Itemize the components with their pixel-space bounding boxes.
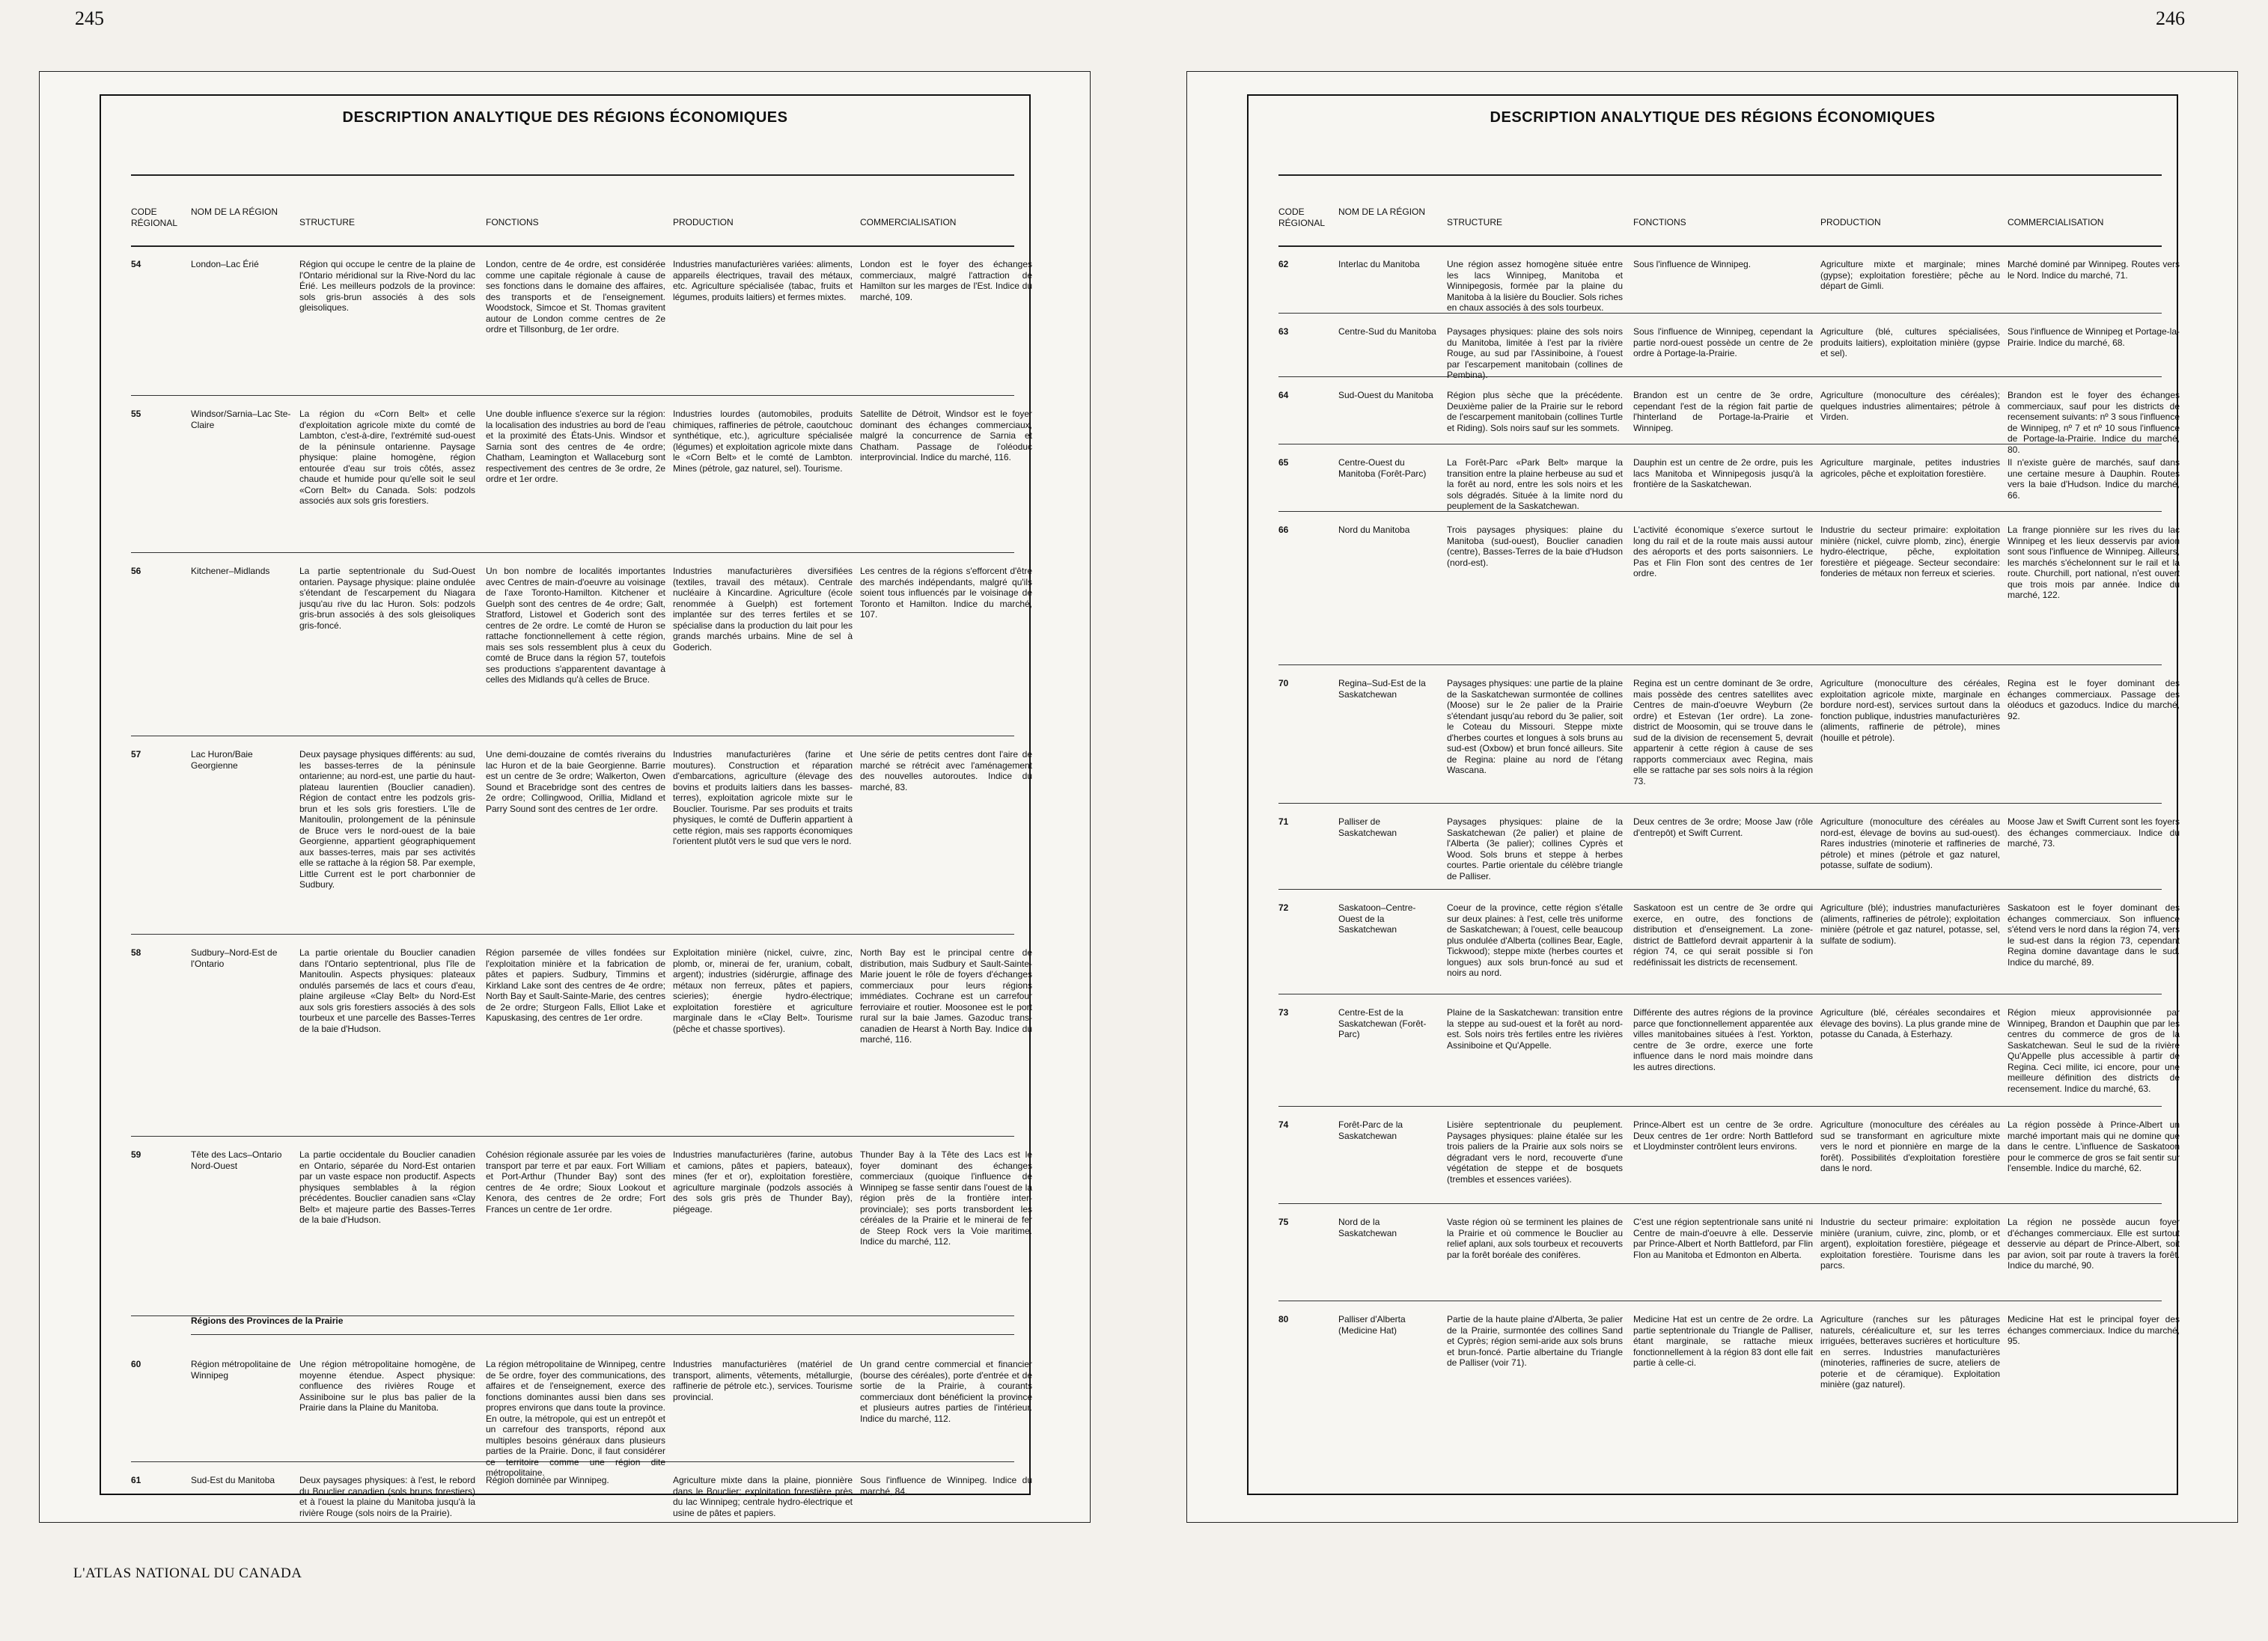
row-commercialisation: Il n'existe guère de marchés, sauf dans une certaine mesure à Dauphin. Routes vers la baie d'Hudson. Indice du marché, 66. [2008,457,2180,501]
row-commercialisation: London est le foyer des échanges commerciaux, malgré l'attraction de Hamilton sur les marges de l'Est. Indice du marché, 109. [860,259,1032,302]
row-fonctions: Région dominée par Winnipeg. [486,1475,609,1485]
page-title: DESCRIPTION ANALYTIQUE DES RÉGIONS ÉCONOMIQUES [342,109,788,126]
row-commercialisation: Satellite de Détroit, Windsor est le foyer dominant des échanges commerciaux, malgré la concurrence de Sarnia et Chatham. Passage de l'oléoduc interprovincial. Indice du marché, 116. [860,409,1032,462]
row-production: Agriculture marginale, petites industries agricoles, pêche et exploitation forestière. [1820,457,2000,479]
row-commercialisation: Sous l'influence de Winnipeg. Indice du marché, 84. [860,1475,1032,1497]
row-production: Industries manufacturières (farine et moutures). Construction et réparation d'embarcations, agriculture (élevage des bovins et produits laitiers dans les basses-terres), exploitation agricole mixte sur le Bouclier. Tourisme. Par ses produits et traits physiques, le comté de Dufferin appartient à cette région, mais ses rapports économiques l'orientent plutôt vers le sud que vers le nord. [673,749,853,846]
row-code: 75 [1278,1217,1289,1227]
row-structure: Trois paysages physiques: plaine du Manitoba (sud-ouest), Bouclier canadien (centre), Basses-Terres de la baie d'Hudson (nord-est). [1447,525,1623,568]
row-structure: La partie orientale du Bouclier canadien dans l'Ontario septentrional, plus l'île de Manitoulin. Aspects physiques: plateaux ondulés parsemés de lacs et cours d'eau, plaine argileuse «Clay Belt» du Nord-Est aux sols gris forestiers associés à des sols tourbeux et une parcelle des Basses-Terres de la baie d'Hudson. [299,947,475,1034]
row-fonctions: Différente des autres régions de la province parce que fonctionnellement apparentée aux villes manitobaines situées à l'est. Yorkton, centre de 3e ordre, exerce une forte influence dans le nord mais moindre dans les autres directions. [1633,1007,1813,1072]
row-name: Interlac du Manitoba [1338,259,1420,269]
row-code: 71 [1278,816,1289,827]
table-row [1278,511,2180,665]
row-structure: Paysages physiques: plaine de la Saskatchewan (2e palier) et plaine de l'Alberta (3e palier); collines Cyprès et Wood. Sols bruns et steppe à herbes courtes. Partie orientale du célèbre triangle de Palliser. [1447,816,1623,881]
table-row [1278,376,2180,455]
row-code: 54 [131,259,141,269]
row-production: Industries manufacturières (matériel de transport, aliments, vêtements, métallurgie, raffinerie de pétrole etc.), services. Tourisme provincial. [673,1359,853,1402]
row-commercialisation: La frange pionnière sur les rives du lac Winnipeg et les lieux desservis par avion sont sous l'influence de Winnipeg. Ailleurs, les marchés s'échelonnent sur le rail et la route. Churchill, port national, n'est ouvert que trois mois par année. Indice du marché, 122. [2008,525,2180,600]
row-structure: Région plus sèche que la précédente. Deuxième palier de la Prairie sur le rebord de l'escarpement manitobain (collines Turtle et Riding). Sols noirs sauf sur les sommets. [1447,390,1623,433]
row-production: Industrie du secteur primaire: exploitation minière (uranium, cuivre, zinc, plomb, or et argent), exploitation forestière, piégeage et exploitation forestière. Tourisme dans les parcs. [1820,1217,2000,1271]
row-production: Agriculture (blé, cultures spécialisées, produits laitiers), exploitation minière (gypse et sel). [1820,326,2000,358]
row-name: Tête des Lacs–Ontario Nord-Ouest [191,1149,282,1171]
row-production: Agriculture (monoculture des céréales); quelques industries alimentaires; pétrole à Virden. [1820,390,2000,422]
row-commercialisation: Un grand centre commercial et financier (bourse des céréales), porte d'entrée et de sortie de la Prairie, à courants commerciaux dont bénéficient la province et plusieurs autres parties de l'intérieur. Indice du marché, 112. [860,1359,1032,1424]
table-row [131,1136,1032,1316]
row-commercialisation: Région mieux approvisionnée par Winnipeg, Brandon et Dauphin que par les centres du commerce de gros de la Saskatchewan. Seul le sud de la rivière Qu'Appelle plus accessible à partir de Regina. Ceci milite, ici encore, pour une meilleure définition des districts de recensement. Indice du marché, 63. [2008,1007,2180,1094]
row-structure: Lisière septentrionale du peuplement. Paysages physiques: plaine étalée sur les trois paliers de la Prairie aux sols noirs se dégradant vers le nord, recouverte d'une végétation de steppe et de bosquets (trembles et essences variées). [1447,1119,1623,1185]
row-fonctions: C'est une région septentrionale sans unité ni Centre de main-d'oeuvre à elle. Desservie par Prince-Albert et North Battleford, par Flin Flon au Manitoba et Edmonton en Alberta. [1633,1217,1813,1260]
row-structure: Partie de la haute plaine d'Alberta, 3e palier de la Prairie, surmontée des collines Sand et Cyprès; région semi-aride aux sols bruns et brun-foncé. Partie albertaine du Triangle de Palliser (voir 71). [1447,1314,1623,1368]
row-commercialisation: North Bay est le principal centre de distribution, mais Sudbury et Sault-Sainte-Marie jouent le rôle de foyers d'échanges commerciaux pour leurs régions immédiates. Cochrane est un carrefour ferroviaire et routier. Moosonee est le port rural sur la baie James. Gazoduc trans-canadien de Hearst à North Bay. Indice du marché, 116. [860,947,1032,1045]
header-commercialisation: COMMERCIALISATION [860,217,957,227]
row-structure: La région du «Corn Belt» et celle d'exploitation agricole mixte du comté de Lambton, c'est-à-dire, l'extrémité sud-ouest de la péninsule ontarienne. Paysage physique: plaine homogène, région entourée d'eau sur trois côtés, assez chaude et humide pour qu'elle soit le seul «Corn Belt» du Canada. Sols: podzols associés aux sols gris forestiers. [299,409,475,506]
page-number-right: 246 [2156,7,2185,29]
row-structure: Plaine de la Saskatchewan: transition entre la steppe au sud-ouest et la forêt au nord-est. Sols noirs très fertiles entre les rivières Assiniboine et Qu'Appelle. [1447,1007,1623,1051]
row-structure: Paysages physiques: plaine des sols noirs du Manitoba, limitée à l'est par la rivière Rouge, au sud par l'Assiniboine, à l'ouest par l'escarpement manitobain (collines de Pembina). [1447,326,1623,380]
header-commercialisation: COMMERCIALISATION [2008,217,2104,227]
header-code: CODE RÉGIONAL [131,207,178,228]
row-name: Région métropolitaine de Winnipeg [191,1359,291,1381]
row-code: 70 [1278,678,1289,688]
header-fonctions: FONCTIONS [1633,217,1686,227]
row-production: Agriculture (monoculture des céréales, exploitation agricole mixte, marginale en bordure nord-est), services surtout dans la fonction publique, industries manufacturières (aliments, raffinerie de pétrole), mines (houille et pétrole). [1820,678,2000,743]
row-commercialisation: Saskatoon est le foyer dominant des échanges commerciaux. Son influence s'étend vers le nord dans la région 74, vers le sud-est dans la région 73, cependant Regina domine davantage dans le sud. Indice du marché, 89. [2008,902,2180,968]
row-structure: Deux paysages physiques: à l'est, le rebord du Bouclier canadien (sols bruns forestiers) et à l'ouest la plaine du Manitoba jusqu'à la rivière Rouge (sols noirs de la Prairie). [299,1475,475,1518]
left-table [131,245,1032,1518]
row-structure: La Forêt-Parc «Park Belt» marque la transition entre la plaine herbeuse au sud et la forêt au nord, entre les sols noirs et les sols dégradés. Située à la limite nord du peuplement de la Saskatchewan. [1447,457,1623,511]
row-structure: Deux paysage physiques différents: au sud, les basses-terres de la péninsule ontarienne; au nord-est, une partie du haut-plateau laurentien (Bouclier canadien). Région de contact entre les podzols gris-brun et les sols gris forestiers. L'île de Manitoulin, prolongement de la péninsule de Bruce vers le nord-ouest de la baie Georgienne, appartient géographiquement aux basses-terres, mais par ses activités elle se rattache à la région 58. Par exemple, Little Current est le port charbonnier de Sudbury. [299,749,475,890]
table-row [131,395,1032,553]
row-fonctions: Sous l'influence de Winnipeg, cependant la partie nord-ouest possède un centre de 2e ordre à Portage-la-Prairie. [1633,326,1813,358]
row-code: 65 [1278,457,1289,468]
row-name: Palliser d'Alberta (Medicine Hat) [1338,1314,1406,1336]
row-commercialisation: Moose Jaw et Swift Current sont les foyers des échanges commerciaux. Indice du marché, 73. [2008,816,2180,849]
row-structure: Vaste région où se terminent les plaines de la Prairie et où commence le Bouclier au relief aplani, aux sols tourbeux et recouverts par la forêt boréale des conifères. [1447,1217,1623,1260]
row-commercialisation: Une série de petits centres dont l'aire de marché se rétrécit avec l'aménagement des nouvelles autoroutes. Indice du marché, 83. [860,749,1032,792]
header-structure: STRUCTURE [299,217,355,227]
row-commercialisation: Marché dominé par Winnipeg. Routes vers le Nord. Indice du marché, 71. [2008,259,2180,281]
row-name: Nord du Manitoba [1338,525,1410,535]
row-production: Industrie du secteur primaire: exploitation minière (nickel, cuivre plomb, zinc), énergie hydro-électrique, pêche, exploitation forestière et piégeage. Secteur secondaire: fonderies de métaux non ferreux et scieries. [1820,525,2000,578]
table-row [1278,1301,2180,1390]
row-code: 64 [1278,390,1289,400]
row-name: Palliser de Saskatchewan [1338,816,1397,838]
row-fonctions: Région parsemée de villes fondées sur l'exploitation minière et la fabrication de pâtes et papiers. Sudbury, Timmins et Kirkland Lake sont des centres de 4e ordre; North Bay et Sault-Sainte-Marie, des centres de 2e ordre; Sturgeon Falls, Elliot Lake et Kapuskasing, des centres de 1er ordre. [486,947,665,1023]
row-structure: La partie septentrionale du Sud-Ouest ontarien. Paysage physique: plaine ondulée s'étendant de l'escarpement du Niagara jusqu'au rive du lac Huron. Sols: podzols gris-brun associés à des sols gleisoliques gris-foncé. [299,566,475,631]
table-row [1278,444,2180,512]
header-name: NOM DE LA RÉGION [1338,207,1426,217]
footer: L'ATLAS NATIONAL DU CANADA [73,1565,302,1581]
row-fonctions: Regina est un centre dominant de 3e ordre, mais possède des centres satellites avec Centres de main-d'oeuvre Weyburn (2e ordre) et Estevan (1er ordre). La zone-district de Moosomin, qui se trouve dans le sud de la division de recensement 5, devrait appartenir à cette région à cause de ses rapports commerciaux avec Regina, mais elle se rattache par ses sols noirs à la région 73. [1633,678,1813,786]
row-production: Industries manufacturières variées: aliments, appareils électriques, travail des métaux, etc. Agriculture spécialisée (tabac, fruits et légumes, produits laitiers) et fermes mixtes. [673,259,853,302]
page-number-left: 245 [75,7,104,29]
right-table [1278,245,2180,1494]
row-code: 57 [131,749,141,760]
row-commercialisation: La région possède à Prince-Albert un marché important mais qui ne domine que dans le centre. L'influence de Saskatoon pour le commerce de gros se fait sentir sur l'ensemble. Indice du marché, 62. [2008,1119,2180,1173]
row-production: Exploitation minière (nickel, cuivre, zinc, plomb, or, minerai de fer, uranium, cobalt, argent); industries (sidérurgie, affinage des métaux non ferreux, pâtes et papiers, scieries); énergie hydro-électrique; exploitation forestière et agriculture marginale dans le «Clay Belt». Tourisme (pêche et chasse sportives). [673,947,853,1034]
row-fonctions: London, centre de 4e ordre, est considérée comme une capitale régionale à cause de ses fonctions dans le domaine des affaires, des transports et de l'enseignement. Woodstock, Simcoe et St. Thomas gravitent autour de London comme centres de 2e ordre et Tillsonburg, de 1er ordre. [486,259,665,334]
row-name: Nord de la Saskatchewan [1338,1217,1397,1238]
row-name: London–Lac Érié [191,259,259,269]
right-page [1186,71,2238,1523]
row-code: 58 [131,947,141,958]
row-fonctions: Sous l'influence de Winnipeg. [1633,259,1752,269]
page-title: DESCRIPTION ANALYTIQUE DES RÉGIONS ÉCONOMIQUES [1490,109,1936,126]
row-name: Lac Huron/Baie Georgienne [191,749,253,771]
row-structure: Coeur de la province, cette région s'étalle sur deux plaines: à l'est, celle très uniforme de Saskatchewan; à l'ouest, celle beaucoup plus ondulée d'Alberta (collines Bear, Eagle, Tickwood); steppe mixte (herbes courtes et longues) aux sols brun-foncé au sud et noirs au nord. [1447,902,1623,978]
left-frame [100,94,1032,1518]
table-row [131,552,1032,736]
row-production: Agriculture (blé); industries manufacturières (aliments, raffineries de pétrole); exploitation minière (pétrole et gaz naturel, potasse, sel, sulfate de sodium). [1820,902,2000,946]
row-name: Kitchener–Midlands [191,566,270,576]
row-code: 80 [1278,1314,1289,1324]
row-production: Agriculture (monoculture des céréales au nord-est, élevage de bovins au sud-ouest). Rares industries (minoterie et raffineries de pétrole) et mines (pétrole et gaz naturel, potasse, sulfate de sodium). [1820,816,2000,870]
row-fonctions: Prince-Albert est un centre de 3e ordre. Deux centres de 1er ordre: North Battleford et Lloydminster contrôlent leurs environs. [1633,1119,1813,1152]
header-fonctions: FONCTIONS [486,217,539,227]
row-production: Agriculture (blé, céréales secondaires et élevage des bovins). La plus grande mine de potasse du Canada, à Esterhazy. [1820,1007,2000,1039]
row-name: Sud-Ouest du Manitoba [1338,390,1433,400]
table-row [1278,245,2180,314]
row-commercialisation: La région ne possède aucun foyer d'échanges commerciaux. Elle est surtout desservie au départ de Prince-Albert, soit par avion, soit par route à travers la forêt. Indice du marché, 90. [2008,1217,2180,1271]
column-headers [1278,207,2162,236]
table-row [131,736,1032,935]
row-fonctions: Deux centres de 3e ordre; Moose Jaw (rôle d'entrepôt) et Swift Current. [1633,816,1813,838]
row-name: Saskatoon–Centre-Ouest de la Saskatchewan [1338,902,1416,935]
right-frame [1247,94,2178,1495]
header-name: NOM DE LA RÉGION [191,207,278,217]
row-name: Centre-Est de la Saskatchewan (Forêt-Parc) [1338,1007,1427,1039]
table-row [1278,803,2180,890]
row-commercialisation: Thunder Bay à la Tête des Lacs est le foyer dominant des échanges commerciaux (quoique l'influence de Winnipeg se fasse sentir dans l'ouest de la région près de la frontière inter-provinciale); ses ports transbordent les céréales de la Prairie et le minerai de fer de Steep Rock vers la Voie maritime. Indice du marché, 112. [860,1149,1032,1247]
row-structure: Une région assez homogène située entre les lacs Winnipeg, Manitoba et Winnipegosis, formée par la plaine du Manitoba à la lisière du Bouclier. Sols riches en chaux associés à des sols tourbeux. [1447,259,1623,313]
row-fonctions: Brandon est un centre de 3e ordre, cependant l'est de la région fait partie de l'hinterland de Portage-la-Prairie et Winnipeg. [1633,390,1813,433]
row-production: Industries manufacturières (farine, autobus et camions, pâtes et papiers, bateaux), mines (fer et or), exploitation forestière, agriculture marginale (podzols associés à des sols gris près de Thunder Bay), piégeage. [673,1149,853,1214]
row-structure: Région qui occupe le centre de la plaine de l'Ontario méridional sur la Rive-Nord du lac Érié. Les meilleurs podzols de la province: sols gris-brun associés à des sols gleisoliques. [299,259,475,313]
row-name: Regina–Sud-Est de la Saskatchewan [1338,678,1426,700]
row-fonctions: Saskatoon est un centre de 3e ordre qui exerce, en outre, des fonctions de distribution et d'enseignement. La zone-district de Battleford devrait appartenir à la région 74, ce qui serait possible si l'on redéfinissait les districts de recensement. [1633,902,1813,968]
row-production: Industries manufacturières diversifiées (textiles, travail des métaux). Centrale nucléaire à Kincardine. Agriculture (école renommée à Guelph) est fortement implantée sur des terres fertiles et se spécialise dans la production du lait pour les grands marchés urbains. Mine de sel à Goderich. [673,566,853,653]
row-structure: La partie occidentale du Bouclier canadien en Ontario, séparée du Nord-Est ontarien par un vaste espace non productif. Aspects physiques semblables à la région précédentes. Bouclier canadien sans «Clay Belt» et majeure partie des Basses-Terres de la baie d'Hudson. [299,1149,475,1225]
row-production: Agriculture (ranches sur les pâturages naturels, céréaliculture et, sur les terres irriguées, betteraves sucrières et horticulture en serres. Industries manufacturières (minoteries, raffineries de sucre, ateliers de poterie et de céramique). Exploitation minière (gaz naturel). [1820,1314,2000,1390]
row-name: Centre-Sud du Manitoba [1338,326,1436,337]
header-code: CODE RÉGIONAL [1278,207,1326,228]
table-row [131,245,1032,396]
row-code: 62 [1278,259,1289,269]
header-production: PRODUCTION [1820,217,1881,227]
row-commercialisation: Medicine Hat est le principal foyer des échanges commerciaux. Indice du marché, 95. [2008,1314,2180,1346]
row-code: 60 [131,1359,141,1369]
table-row [1278,1106,2180,1204]
table-row [131,934,1032,1137]
row-fonctions: L'activité économique s'exerce surtout le long du rail et de la route mais aussi autour des aéroports et des ports saisonniers. Le Pas et Flin Flon sont des centres de 1er ordre. [1633,525,1813,578]
left-page [39,71,1091,1523]
row-fonctions: Un bon nombre de localités importantes avec Centres de main-d'oeuvre au voisinage de l'axe Toronto-Hamilton. Kitchener et Guelph sont des centres de 4e ordre; Galt, Stratford, Listowel et Goderich sont des centres de 2e ordre. Le comté de Huron se rattache fonctionnellement à cette région, mais ses sols ressemblent plus à ceux du comté de Bruce dans la région 57, toutefois ses productions s'apparentent davantage à celles des Midlands qu'à celles de Bruce. [486,566,665,685]
row-commercialisation: Les centres de la régions s'efforcent d'être des marchés indépendants, malgré qu'ils soient tous influencés par le voisinage de Toronto et Hamilton. Indice du marché, 107. [860,566,1032,620]
row-code: 66 [1278,525,1289,535]
row-commercialisation: Regina est le foyer dominant des échanges commerciaux. Passage des oléoducs et gazoducs. Indice du marché, 92. [2008,678,2180,721]
row-code: 59 [131,1149,141,1160]
table-row [131,1461,1032,1641]
row-fonctions: Une demi-douzaine de comtés riverains du lac Huron et de la baie Georgienne. Barrie est un centre de 3e ordre; Walkerton, Owen Sound et Bracebridge sont des centres de 2e ordre; Collingwood, Orillia, Midland et Parry Sound sont des centres de 1er ordre. [486,749,665,814]
table-row [1278,1203,2180,1301]
section-title: Régions des Provinces de la Prairie [191,1315,344,1326]
row-fonctions: La région métropolitaine de Winnipeg, centre de 5e ordre, foyer des communications, des affaires et de l'enseignement, exerce des fonctions dominantes aussi bien dans ses propres environs que dans toute la province. En outre, la métropole, qui est un entrepôt et un carrefour des transports, répond aux multiples besoins généraux dans plusieurs parties de la Prairie. Donc, il faut considérer ce territoire comme une région dite métropolitaine. [486,1359,665,1478]
row-code: 56 [131,566,141,576]
row-name: Forêt-Parc de la Saskatchewan [1338,1119,1403,1141]
row-code: 63 [1278,326,1289,337]
row-name: Centre-Ouest du Manitoba (Forêt-Parc) [1338,457,1427,479]
row-code: 72 [1278,902,1289,913]
row-code: 73 [1278,1007,1289,1018]
row-fonctions: Medicine Hat est un centre de 2e ordre. La partie septentrionale du Triangle de Palliser, étant marginale, se rattache mieux fonctionnellement à la région 83 dont elle fait partie à celle-ci. [1633,1314,1813,1368]
column-headers [131,207,1014,236]
row-fonctions: Dauphin est un centre de 2e ordre, puis les lacs Manitoba et Winnipegosis jusqu'à la frontière de la Saskatchewan. [1633,457,1813,489]
row-name: Sud-Est du Manitoba [191,1475,275,1485]
row-fonctions: Cohésion régionale assurée par les voies de transport par terre et par eaux. Fort William et Port-Arthur (Thunder Bay) sont des centres de 4e ordre; Sioux Lookout et Kenora, des centres de 2e ordre; Fort Frances un centre de 1er ordre. [486,1149,665,1214]
row-name: Windsor/Sarnia–Lac Ste-Claire [191,409,291,430]
table-row [1278,889,2180,994]
table-row [131,1345,1032,1478]
row-fonctions: Une double influence s'exerce sur la région: la localisation des industries au bord de l'eau et la proximité des États-Unis. Windsor et Sarnia sont des centres de 4e ordre; Chatham, Leamington et Wallaceburg sont respectivement des centres de 3e ordre, 2e ordre et 1er ordre. [486,409,665,484]
row-code: 55 [131,409,141,419]
section-divider [191,1334,1014,1335]
row-structure: Paysages physiques: une partie de la plaine de la Saskatchewan surmontée de collines (Moose) sur le 2e palier de la Prairie s'étendant jusqu'au rebord du 3e palier, soit le Coteau du Missouri. Steppe mixte d'herbes courtes et longues à sols bruns au sud-est (Oxbow) et brun foncé ailleurs. Site de Regina: plaine au nord de l'étang Wascana. [1447,678,1623,775]
row-production: Agriculture mixte dans la plaine, pionnière dans le Bouclier; exploitation forestière près du lac Winnipeg; centrale hydro-électrique et usine de pâtes et papiers. [673,1475,853,1518]
row-code: 74 [1278,1119,1289,1130]
row-production: Agriculture (monoculture des céréales au sud se transformant en agriculture mixte vers le nord et pionnière en marge de la forêt). Possibilités d'exploitation forestière dans le nord. [1820,1119,2000,1173]
row-commercialisation: Brandon est le foyer des échanges commerciaux, sauf pour les districts de recensement suivants: nº 3 sous l'influence de Winnipeg, nº 7 et nº 10 sous l'influence de Portage-la-Prairie. Indice du marché, 80. [2008,390,2180,455]
row-production: Industries lourdes (automobiles, produits chimiques, raffineries de pétrole, caoutchouc synthétique, etc.), agriculture spécialisée (légumes) et exploitation agricole mixte dans le «Corn Belt» et le comté de Lambton. Mines (pétrole, gaz naturel, sel). Tourisme. [673,409,853,474]
row-structure: Une région métropolitaine homogène, de moyenne étendue. Aspect physique: confluence des rivières Rouge et Assiniboine sur le plus bas palier de la Prairie dans la Plaine du Manitoba. [299,1359,475,1413]
row-production: Agriculture mixte et marginale; mines (gypse); exploitation forestière; pêche au départ de Gimli. [1820,259,2000,291]
table-row [1278,313,2180,380]
table-row [1278,664,2180,804]
row-code: 61 [131,1475,141,1485]
row-name: Sudbury–Nord-Est de l'Ontario [191,947,278,969]
header-structure: STRUCTURE [1447,217,1502,227]
table-row [1278,994,2180,1107]
header-production: PRODUCTION [673,217,734,227]
row-commercialisation: Sous l'influence de Winnipeg et Portage-la-Prairie. Indice du marché, 68. [2008,326,2180,348]
